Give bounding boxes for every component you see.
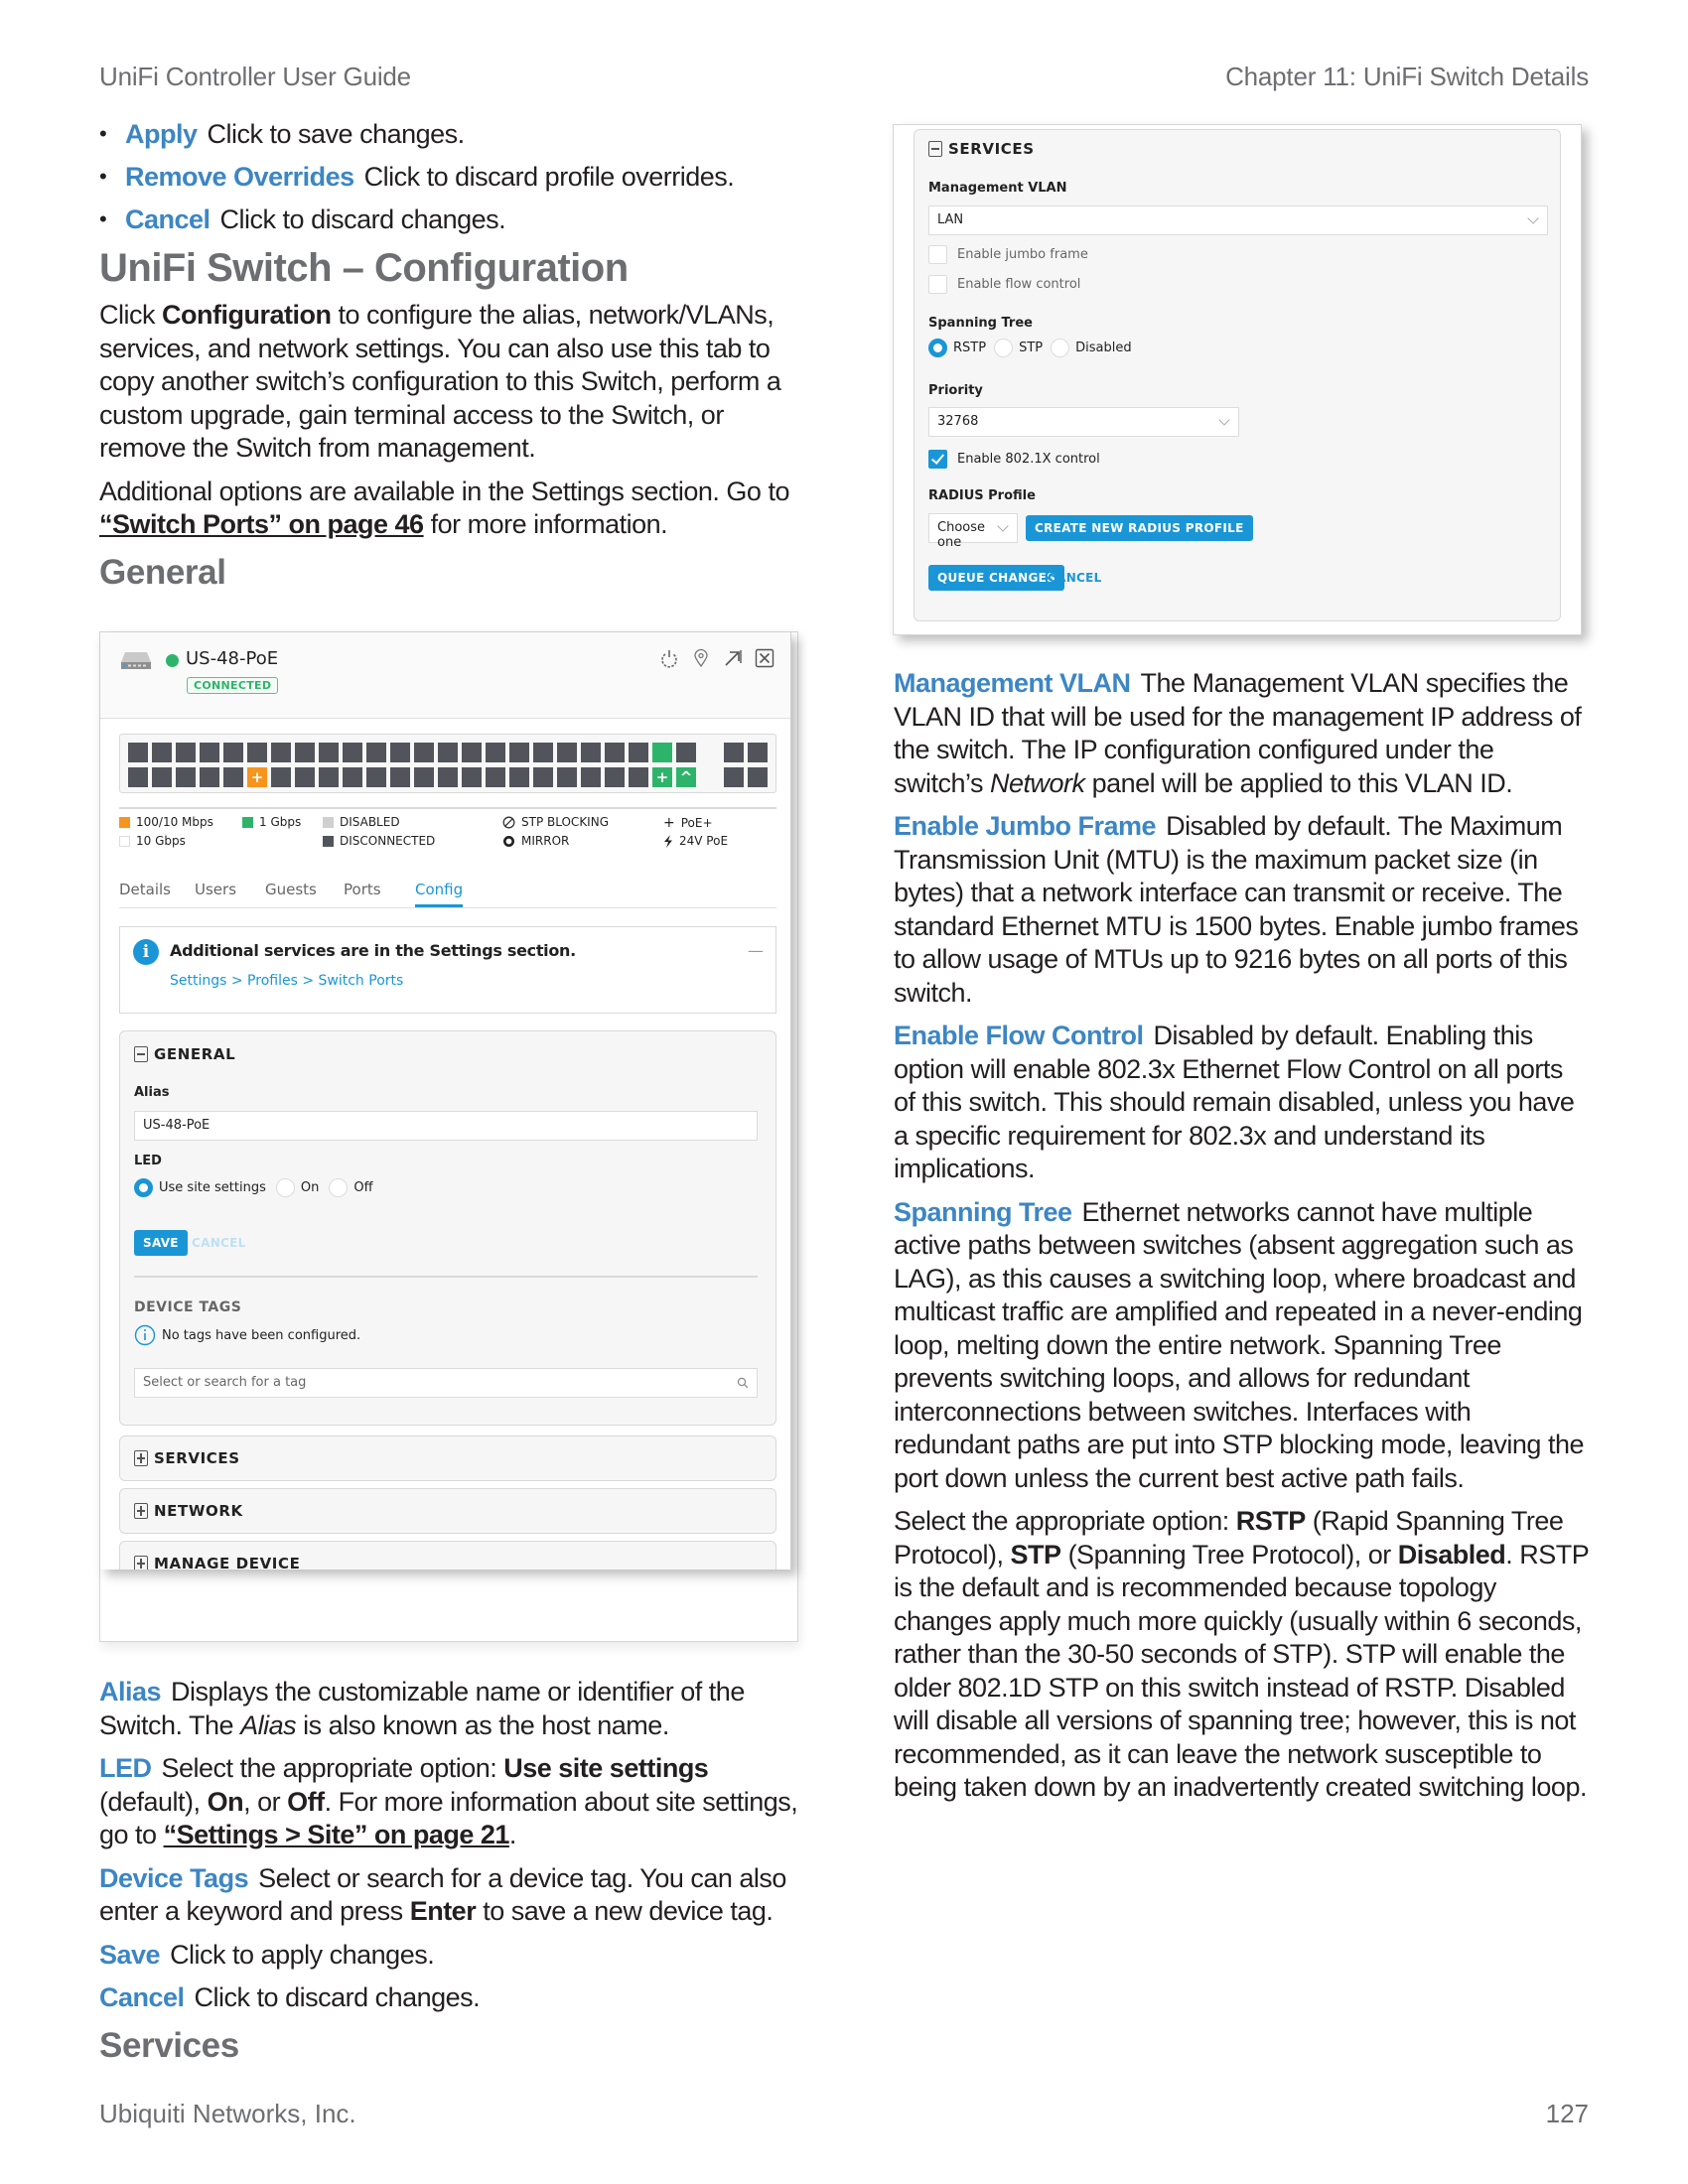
bold-enter: Enter (409, 1896, 477, 1926)
services-section (914, 129, 1561, 621)
stp-options-description (894, 1505, 1589, 1805)
spanning-tree-description (894, 1196, 1589, 1496)
legend-swatch (242, 817, 253, 828)
section-label: MANAGE DEVICE (154, 1555, 301, 1570)
port[interactable] (319, 767, 339, 787)
mirror-icon (502, 835, 515, 848)
legend-swatch (119, 817, 130, 828)
port[interactable] (462, 767, 482, 787)
legend-swatch (323, 836, 334, 847)
flow-control-option (928, 275, 1080, 294)
text: Displays the customizable name or identifier of the Switch. The (99, 1677, 745, 1740)
led-label: LED (134, 1154, 162, 1168)
intro-paragraph (99, 299, 814, 466)
port[interactable] (605, 767, 625, 787)
port[interactable] (390, 767, 410, 787)
locate-icon[interactable] (691, 648, 711, 668)
xref-switch-ports[interactable]: “Switch Ports” on page 46 (99, 509, 424, 539)
legend-label: STP BLOCKING (521, 815, 609, 829)
section-title: UniFi Switch – Configuration (99, 246, 629, 290)
port[interactable] (509, 743, 529, 762)
general-section-header[interactable] (134, 1045, 235, 1063)
port-map (119, 734, 776, 793)
chevron-down-icon (1527, 212, 1538, 223)
restart-icon[interactable] (659, 648, 679, 668)
tab-guests[interactable]: Guests (265, 881, 317, 898)
text: Select the appropriate option: (161, 1753, 504, 1783)
tag-placeholder: Select or search for a tag (143, 1375, 307, 1390)
port[interactable] (319, 743, 339, 762)
collapse-icon[interactable]: — (748, 941, 764, 960)
manage-device-section-collapsed[interactable] (119, 1541, 776, 1570)
port[interactable] (724, 743, 744, 762)
status-badge: CONNECTED (187, 677, 278, 694)
text: (Rapid Spanning Tree Protocol), (894, 1506, 1564, 1570)
bold-configuration: Configuration (162, 300, 332, 330)
save-button[interactable]: SAVE (134, 1230, 188, 1256)
switch-device-icon (120, 650, 152, 670)
right-column-text (894, 667, 1589, 1815)
cancel-button[interactable]: CANCEL (1048, 571, 1102, 585)
port[interactable] (724, 767, 744, 787)
button-bullet-list (99, 117, 814, 236)
port[interactable] (176, 767, 196, 787)
stp-radio-stp[interactable] (994, 339, 1013, 357)
legend-swatch (323, 817, 334, 828)
subsection-title-general: General (99, 552, 226, 592)
text: (Spanning Tree Protocol), or (1060, 1539, 1398, 1570)
services-section-header[interactable] (134, 1449, 240, 1467)
text: . RSTP is the default and is recommended because topology changes apply much more quickly (usually within 6 seconds, rather than the 30-50 seconds of STP). STP will enable the older 802.1D STP on this switch instead of RSTP. Disabled will disable all versions of spanning tree; however, this is not recommended, as it can leave the network susceptible to being taken down by an inadvertently created switching loop. (894, 1539, 1589, 1802)
port[interactable]: ^ (676, 767, 696, 787)
jumbo-frame-option (928, 245, 1088, 264)
text: Disabled by default. The Maximum Transmission Unit (MTU) is the maximum packet size (in bytes) that a network interface can transmit or receive. The standard Ethernet MTU is 1500 bytes. Enable jumbo frames to allow usage of MTUs up to 9216 bytes on all ports of this switch. (894, 811, 1579, 1008)
radio-label: STP (1019, 341, 1044, 355)
text: Select or search for a device tag. You can also enter a keyword and press (99, 1862, 786, 1926)
section-label: GENERAL (154, 1045, 236, 1063)
device-properties-panel (100, 632, 791, 1570)
bolt-icon (663, 835, 673, 848)
term-remove-overrides: Remove Overrides (125, 162, 354, 192)
legend-swatch (119, 836, 130, 847)
flow-control-description (894, 1020, 1589, 1186)
tag-search-input[interactable] (134, 1368, 758, 1398)
legend-1gbps (242, 815, 301, 829)
port[interactable]: + (652, 767, 672, 787)
term-spanning-tree: Spanning Tree (894, 1196, 1072, 1227)
bold-stp: STP (1010, 1539, 1061, 1570)
checkbox-label: Enable jumbo frame (957, 247, 1088, 262)
dot1x-checkbox[interactable] (928, 450, 947, 469)
select-value: 32768 (937, 414, 979, 429)
left-column-bottom (99, 1676, 814, 2067)
bold-text: Use site settings (503, 1753, 709, 1783)
port[interactable] (271, 767, 291, 787)
checkbox-label: Enable 802.1X control (957, 452, 1100, 467)
alias-label: Alias (134, 1085, 170, 1100)
subsection-title-services: Services (99, 2025, 239, 2065)
radio-label: Use site settings (159, 1180, 266, 1195)
spanning-tree-options (928, 339, 1132, 357)
radio-label: Off (353, 1180, 373, 1195)
create-radius-profile-button[interactable]: CREATE NEW RADIUS PROFILE (1026, 515, 1253, 541)
no-tags-text: No tags have been configured. (162, 1327, 361, 1343)
text: . For more information about site settings, go to (99, 1786, 798, 1849)
port[interactable] (652, 743, 672, 762)
expand-icon[interactable] (723, 648, 743, 668)
port[interactable] (176, 743, 196, 762)
divider (134, 1276, 758, 1278)
text: Click to apply changes. (170, 1939, 435, 1970)
term-cancel: Cancel (99, 1982, 185, 2012)
port[interactable] (462, 743, 482, 762)
text: Disabled by default. Enabling this option will enable 802.3x Ethernet Flow Control on all ports of this switch. This should remain disabled, unless you have a specific requirement for 802.3x and understand its implications. (894, 1021, 1575, 1183)
port[interactable] (581, 767, 601, 787)
term-enable-flow-control: Enable Flow Control (894, 1021, 1144, 1050)
italic-network: Network (990, 767, 1085, 798)
term-enable-jumbo-frame: Enable Jumbo Frame (894, 811, 1157, 841)
services-panel-screenshot (893, 124, 1582, 635)
save-description (99, 1939, 814, 1973)
device-name: US-48-PoE (186, 648, 279, 669)
select-value: Choose one (937, 520, 985, 550)
port[interactable] (152, 767, 172, 787)
port[interactable] (509, 767, 529, 787)
flow-control-checkbox[interactable] (928, 275, 947, 294)
port[interactable] (343, 767, 362, 787)
led-radio-on[interactable] (276, 1178, 295, 1197)
collapse-box-icon (134, 1046, 148, 1062)
led-radio-use-site-settings[interactable] (134, 1178, 153, 1197)
footer-company: Ubiquiti Networks, Inc. (99, 2099, 356, 2128)
general-section (119, 1030, 776, 1426)
bullet-text: Click to save changes. (207, 119, 465, 149)
legend-label: 1 Gbps (259, 815, 302, 829)
alias-input[interactable]: US-48-PoE (134, 1111, 758, 1141)
port[interactable] (748, 743, 768, 762)
port[interactable] (533, 767, 553, 787)
bullet-text: Click to discard changes. (219, 205, 506, 234)
tab-ports[interactable]: Ports (344, 881, 381, 898)
legend-label: 24V PoE (679, 834, 729, 848)
info-text: Additional services are in the Settings section. (170, 941, 576, 960)
term-alias: Alias (99, 1677, 162, 1706)
port[interactable] (128, 743, 148, 762)
legend-poe-plus (663, 815, 713, 831)
port-legend (119, 815, 776, 855)
divider (119, 807, 776, 809)
radio-label: Disabled (1075, 341, 1132, 355)
alias-description (99, 1676, 814, 1742)
port[interactable] (152, 743, 172, 762)
select-value: LAN (937, 212, 964, 227)
bold-rstp: RSTP (1235, 1506, 1306, 1536)
legend-label: PoE+ (680, 816, 713, 830)
stp-radio-disabled[interactable] (1051, 339, 1069, 357)
bullet-apply (99, 117, 814, 151)
text: for more information. (423, 509, 668, 539)
text: to configure the alias, network/VLANs, services, and network settings. You can also use this tab to copy another switch’s configuration to this Switch, perform a custom upgrade, gain terminal access to the Switch, or remove the Switch from management. (99, 300, 781, 463)
poe-plus-icon: + (663, 815, 675, 831)
port[interactable] (271, 743, 291, 762)
legend-label: MIRROR (521, 834, 570, 848)
jumbo-frame-description (894, 810, 1589, 1010)
expand-box-icon (134, 1503, 148, 1519)
manage-device-section-header[interactable] (134, 1555, 300, 1570)
stp-radio-rstp[interactable] (928, 339, 947, 357)
text: , or (243, 1786, 288, 1817)
led-radio-off[interactable] (329, 1178, 348, 1197)
text: (default), (99, 1786, 208, 1817)
term-save: Save (99, 1939, 161, 1970)
text: panel will be applied to this VLAN ID. (1084, 767, 1513, 798)
port[interactable] (200, 743, 219, 762)
text: . (508, 1820, 516, 1849)
legend-24v-poe (663, 834, 728, 848)
port[interactable] (414, 743, 434, 762)
port[interactable] (605, 743, 625, 762)
management-vlan-description (894, 667, 1589, 800)
led-options (134, 1178, 373, 1197)
term-management-vlan: Management VLAN (894, 668, 1131, 698)
port[interactable]: + (247, 767, 267, 787)
cancel-description (99, 1981, 814, 2015)
port-row-bottom (128, 767, 696, 787)
text: The Management VLAN specifies the VLAN ID that will be used for the management IP address of the switch. The IP configuration configured under the switch’s (894, 668, 1582, 798)
cancel-button[interactable]: CANCEL (192, 1236, 246, 1250)
xref-settings-site[interactable]: “Settings > Site” on page 21 (163, 1820, 509, 1849)
section-label: SERVICES (948, 140, 1035, 158)
radio-label: On (300, 1180, 320, 1195)
bold-text: Off (287, 1786, 325, 1817)
port[interactable] (295, 743, 315, 762)
port[interactable] (247, 743, 267, 762)
term-apply: Apply (125, 119, 198, 149)
legend-label: 10 Gbps (136, 834, 186, 848)
port[interactable] (486, 767, 505, 787)
collapse-box-icon (928, 141, 942, 157)
info-icon: i (133, 939, 159, 965)
port-row-top (128, 743, 696, 762)
left-column-top (99, 117, 814, 594)
port[interactable] (223, 767, 243, 787)
text: is also known as the host name. (296, 1709, 669, 1740)
dot1x-option (928, 450, 1100, 469)
management-vlan-label: Management VLAN (928, 181, 1067, 196)
bullet-cancel (99, 203, 814, 236)
port[interactable] (295, 767, 315, 787)
term-led: LED (99, 1753, 152, 1783)
tab-users[interactable]: Users (195, 881, 237, 898)
text: Click (99, 300, 162, 330)
legend-100-10mbps (119, 815, 213, 829)
device-panel-screenshot (99, 631, 798, 1642)
priority-select[interactable] (928, 407, 1239, 437)
chevron-down-icon (997, 520, 1008, 531)
port[interactable] (581, 743, 601, 762)
port[interactable] (366, 743, 386, 762)
radius-profile-label: RADIUS Profile (928, 488, 1036, 503)
radius-profile-select[interactable] (928, 513, 1018, 550)
port[interactable] (200, 767, 219, 787)
port[interactable] (223, 743, 243, 762)
bullet-text: Click to discard profile overrides. (363, 162, 735, 192)
port[interactable] (343, 743, 362, 762)
jumbo-frame-checkbox[interactable] (928, 245, 947, 264)
legend-disabled (323, 815, 400, 829)
services-section-collapsed[interactable] (119, 1435, 776, 1481)
legend-mirror (502, 834, 569, 848)
text: Additional options are available in the Settings section. Go to (99, 476, 789, 506)
device-tabs (119, 879, 776, 908)
no-tags-notice (134, 1324, 360, 1346)
additional-paragraph (99, 476, 814, 542)
queue-changes-button[interactable]: QUEUE CHANGES (928, 565, 1064, 591)
text: to save a new device tag. (476, 1896, 774, 1926)
port[interactable] (438, 767, 458, 787)
tab-details[interactable]: Details (119, 881, 172, 898)
port[interactable] (748, 767, 768, 787)
device-tags-description (99, 1862, 814, 1929)
port[interactable] (629, 767, 648, 787)
port[interactable] (366, 767, 386, 787)
management-vlan-select[interactable] (928, 205, 1548, 235)
port[interactable] (629, 743, 648, 762)
text: Ethernet networks cannot have multiple active paths between switches (absent aggregation such as LAG), as this causes a switching loop, where broadcast and multicast traffic are amplified and repeated in a never-ending loop, melting down the entire network. Spanning Tree prevents switching loops, and allows for redundant interconnections between switches. Interfaces with redundant paths are put into STP blocking mode, leaving the port down unless the current best active path fails. (894, 1196, 1584, 1493)
port[interactable] (557, 767, 577, 787)
legend-label: DISCONNECTED (340, 834, 436, 848)
spanning-tree-label: Spanning Tree (928, 316, 1033, 331)
network-section-header[interactable] (134, 1502, 243, 1520)
term-cancel: Cancel (125, 205, 211, 234)
tab-config[interactable]: Config (415, 881, 463, 907)
running-header-chapter: Chapter 11: UniFi Switch Details (1225, 62, 1589, 91)
legend-10gbps (119, 834, 186, 848)
radio-label: RSTP (953, 341, 987, 355)
text: Select the appropriate option: (894, 1506, 1236, 1536)
priority-label: Priority (928, 383, 983, 398)
checkbox-label: Enable flow control (957, 277, 1081, 292)
section-label: SERVICES (154, 1449, 240, 1467)
info-notice (119, 926, 776, 1014)
port[interactable] (128, 767, 148, 787)
legend-stp-blocking (502, 815, 609, 829)
running-header-title: UniFi Controller User Guide (99, 62, 411, 91)
term-device-tags: Device Tags (99, 1862, 249, 1893)
sfp-row-top (724, 743, 768, 762)
services-section-header[interactable] (928, 140, 1035, 158)
port[interactable] (438, 743, 458, 762)
led-description (99, 1752, 814, 1852)
port[interactable] (486, 743, 505, 762)
settings-profiles-link[interactable]: Settings > Profiles > Switch Ports (170, 973, 404, 989)
bullet-remove-overrides (99, 160, 814, 194)
port[interactable] (414, 767, 434, 787)
section-label: NETWORK (154, 1502, 243, 1520)
legend-label: 100/10 Mbps (136, 815, 213, 829)
status-dot (166, 654, 179, 667)
stp-blocking-icon (502, 816, 515, 829)
port[interactable] (533, 743, 553, 762)
port[interactable] (390, 743, 410, 762)
expand-box-icon (134, 1556, 148, 1570)
legend-label: DISABLED (340, 815, 400, 829)
search-icon (737, 1377, 749, 1389)
port[interactable] (676, 743, 696, 762)
device-tags-label: DEVICE TAGS (134, 1299, 242, 1315)
italic-alias: Alias (240, 1709, 297, 1740)
bold-disabled: Disabled (1397, 1539, 1506, 1570)
text: Click to discard changes. (194, 1982, 481, 2012)
header-actions (659, 648, 774, 668)
expand-box-icon (134, 1450, 148, 1466)
device-header (100, 632, 790, 719)
bold-text: On (207, 1786, 244, 1817)
page-number: 127 (1545, 2099, 1589, 2128)
sfp-row-bottom (724, 767, 768, 787)
close-icon[interactable] (755, 648, 774, 668)
info-outline-icon (134, 1324, 156, 1346)
network-section-collapsed[interactable] (119, 1488, 776, 1534)
legend-disconnected (323, 834, 435, 848)
port[interactable] (557, 743, 577, 762)
chevron-down-icon (1218, 414, 1229, 425)
